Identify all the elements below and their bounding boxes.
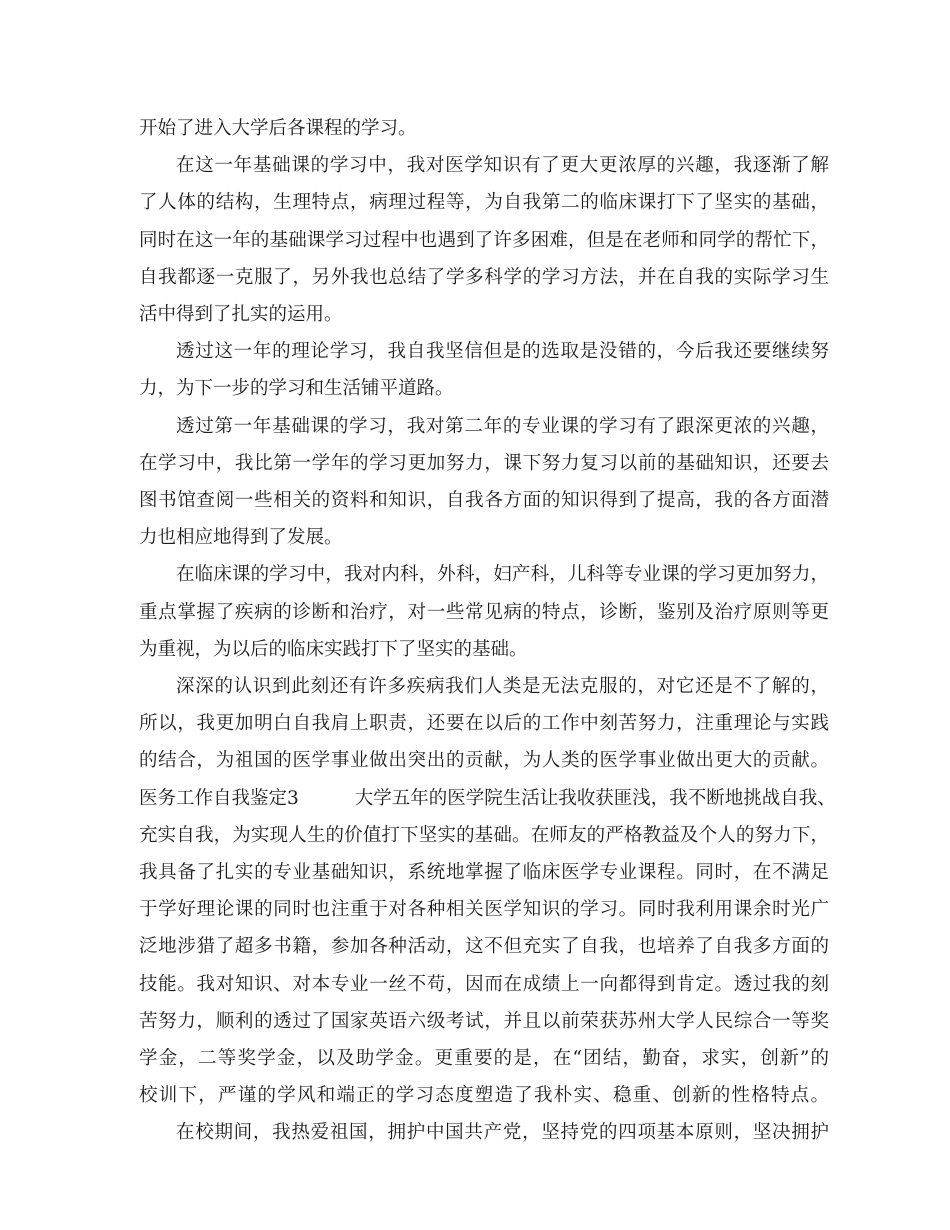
text-line: 在临床课的学习中，我对内科，外科，妇产科，儿科等专业课的学习更加努力， [176,564,829,586]
text-line: 活中得到了扎实的运用。 [139,304,343,326]
text-line: 我具备了扎实的专业基础知识，系统地掌握了临床医学专业课程。同时，在不满足 [139,862,829,884]
text-line: 在校期间，我热爱祖国，拥护中国共产党，坚持党的四项基本原则，坚决拥护 [176,1122,829,1144]
text-line: 为重视，为以后的临床实践打下了坚实的基础。 [139,638,528,660]
text-line: 在学习中，我比第一学年的学习更加努力，课下努力复习以前的基础知识，还要去 [139,452,829,474]
text-line: 所以，我更加明白自我肩上职责，还要在以后的工作中刻苦努力，注重理论与实践 [139,713,829,735]
text-line: 图书馆查阅一些相关的资料和知识，自我各方面的知识得到了提高，我的各方面潜 [139,490,829,512]
text-line: 学金，二等奖学金，以及助学金。更重要的是，在“团结，勤奋，求实，创新”的 [139,1048,829,1070]
text-line: 深深的认识到此刻还有许多疾病我们人类是无法克服的，对它还是不了解的， [176,676,829,698]
text-line: 力也相应地得到了发展。 [139,527,343,549]
text-line: 于学好理论课的同时也注重于对各种相关医学知识的学习。同时我利用课余时光广 [139,899,829,921]
text-line: 透过这一年的理论学习，我自我坚信但是的选取是没错的，今后我还要继续努 [176,341,829,363]
text-line: 力，为下一步的学习和生活铺平道路。 [139,378,454,400]
text-line: 透过第一年基础课的学习，我对第二年的专业课的学习有了跟深更浓的兴趣， [176,415,829,437]
text-line: 开始了进入大学后各课程的学习。 [139,118,417,139]
text-line: 充实自我，为实现人生的价值打下坚实的基础。在师友的严格教益及个人的努力下， [139,824,829,846]
text-line: 校训下，严谨的学风和端正的学习态度塑造了我朴实、稳重、创新的性格特点。 [139,1085,829,1107]
text-line: 了人体的结构，生理特点，病理过程等，为自我第二的临床课打下了坚实的基础， [139,192,829,214]
text-line: 技能。我对知识、对本专业一丝不苟，因而在成绩上一向都得到肯定。透过我的刻 [139,973,829,995]
document-body [139,110,836,1152]
text-line: 苦努力，顺利的透过了国家英语六级考试，并且以前荣获苏州大学人民综合一等奖 [139,1010,829,1032]
text-line: 重点掌握了疾病的诊断和治疗，对一些常见病的特点，诊断，鉴别及治疗原则等更 [139,601,829,623]
text-line: 在这一年基础课的学习中，我对医学知识有了更大更浓厚的兴趣，我逐渐了解 [176,155,829,177]
text-line: 的结合，为祖国的医学事业做出突出的贡献，为人类的医学事业做出更大的贡献。 [139,750,829,772]
section-line [139,780,836,817]
text-line: 同时在这一年的基础课学习过程中也遇到了许多困难，但是在老师和同学的帮忙下， [139,229,829,251]
text-line: 泛地涉猎了超多书籍，参加各种活动，这不但充实了自我，也培养了自我多方面的 [139,936,829,958]
section-heading: 医务工作自我鉴定3 [139,787,299,809]
text-line: 自我都逐一克服了，另外我也总结了学多科学的学习方法，并在自我的实际学习生 [139,266,829,288]
text-line: 大学五年的医学院生活让我收获匪浅，我不断地挑战自我、 [354,787,836,809]
